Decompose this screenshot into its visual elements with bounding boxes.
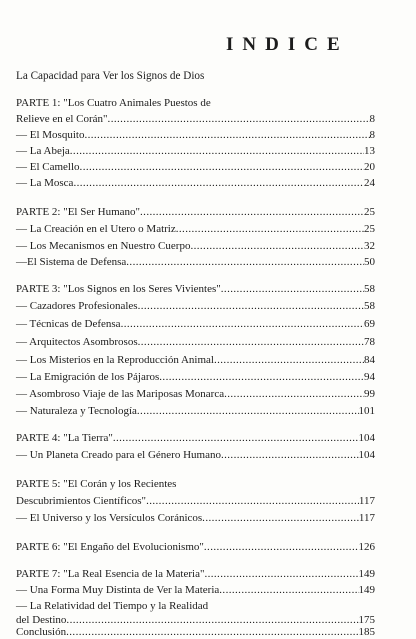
dot-leader — [137, 405, 359, 418]
toc-entry[interactable] — [16, 512, 375, 525]
toc-entry-label: — El Mosquito — [16, 129, 85, 141]
toc-entry[interactable] — [16, 495, 375, 508]
toc-entry[interactable] — [16, 113, 375, 126]
dot-leader — [204, 541, 359, 554]
dot-leader — [80, 161, 364, 174]
toc-entry-page: 50 — [364, 256, 375, 268]
toc-entry[interactable] — [16, 584, 375, 597]
dot-leader — [221, 283, 364, 296]
toc-entry[interactable] — [16, 541, 375, 554]
toc-entry-label: Descubrimientos Científicos" — [16, 495, 147, 507]
toc-entry[interactable] — [16, 129, 375, 142]
toc-entry-page: 117 — [358, 495, 375, 507]
toc-entry[interactable] — [16, 568, 375, 581]
toc-entry[interactable] — [16, 240, 375, 253]
toc-entry-page: 185 — [358, 626, 375, 638]
toc-entry-label: — La Emigración de los Pájaros — [16, 371, 160, 383]
toc-entry-page: 58 — [364, 300, 375, 312]
toc-entry-page: 25 — [364, 223, 375, 235]
toc-entry-page: 101 — [358, 405, 375, 417]
toc-entry-label: PARTE 4: "La Tierra" — [16, 432, 113, 444]
toc-entry-page: 104 — [358, 432, 375, 444]
toc-entry-page: 104 — [358, 449, 375, 461]
toc-entry[interactable] — [16, 223, 375, 236]
dot-leader — [113, 432, 359, 445]
dot-leader — [121, 318, 364, 331]
toc-entry-label: — La Mosca — [16, 177, 74, 189]
toc-entry[interactable] — [16, 300, 375, 313]
toc-entry-label: — Un Planeta Creado para el Género Humano — [16, 449, 221, 461]
toc-entry-page: 149 — [358, 568, 375, 580]
toc-entry[interactable] — [16, 432, 375, 445]
toc-entry[interactable] — [16, 256, 375, 269]
toc-entry-page: 117 — [358, 512, 375, 524]
toc-entry-label: — Naturaleza y Tecnología — [16, 405, 137, 417]
toc-entry-conclusion[interactable] — [16, 626, 375, 639]
toc-entry-label: Relieve en el Corán" — [16, 113, 108, 125]
toc-entry[interactable] — [16, 354, 375, 367]
toc-entry-page: 13 — [364, 145, 375, 157]
toc-entry-page: 20 — [364, 161, 375, 173]
toc-entry-page: 8 — [369, 129, 375, 141]
toc-entry-page: 8 — [369, 113, 375, 125]
dot-leader — [146, 495, 359, 508]
dot-leader — [202, 512, 359, 525]
toc-entry-label: — El Camello — [16, 161, 80, 173]
toc-entry-label: — El Universo y los Versículos Coránicos — [16, 512, 203, 524]
part-5-heading-line-1: PARTE 5: "El Corán y los Recientes — [16, 478, 177, 490]
dot-leader — [73, 177, 364, 190]
toc-entry-label: Conclusión — [16, 626, 67, 638]
dot-leader — [190, 240, 364, 253]
toc-entry-label: PARTE 2: "El Ser Humano" — [16, 206, 141, 218]
dot-leader — [138, 300, 364, 313]
toc-entry-page: 94 — [364, 371, 375, 383]
toc-entry-label: — Los Misterios en la Reproducción Animal — [16, 354, 214, 366]
dot-leader — [84, 129, 369, 142]
toc-entry-label: — La Abeja — [16, 145, 70, 157]
dot-leader — [176, 223, 364, 236]
toc-entry-page: 25 — [364, 206, 375, 218]
toc-entry[interactable] — [16, 388, 375, 401]
toc-entry-label: — Arquitectos Asombrosos — [16, 336, 138, 348]
part-1-heading-line-1: PARTE 1: "Los Cuatro Animales Puestos de — [16, 97, 211, 109]
toc-entry-page: 69 — [364, 318, 375, 330]
toc-entry[interactable] — [16, 161, 375, 174]
toc-entry[interactable] — [16, 177, 375, 190]
toc-entry-page: 32 — [364, 240, 375, 252]
dot-leader — [204, 568, 358, 581]
dot-leader — [214, 354, 364, 367]
toc-entry[interactable] — [16, 449, 375, 462]
dot-leader — [138, 336, 364, 349]
part-7-sub-line-1: — La Relatividad del Tiempo y la Realidad — [16, 600, 209, 612]
toc-entry-label: — Los Mecanismos en Nuestro Cuerpo — [16, 240, 191, 252]
toc-entry-label: PARTE 3: "Los Signos en los Seres Vivientes" — [16, 283, 221, 295]
dot-leader — [224, 388, 364, 401]
toc-entry-page: 84 — [364, 354, 375, 366]
toc-entry[interactable] — [16, 405, 375, 418]
toc-entry-label: del Destino — [16, 614, 67, 626]
toc-entry-label: — Asombroso Viaje de las Mariposas Monarca — [16, 388, 225, 400]
dot-leader — [221, 449, 359, 462]
toc-entry-label: — Técnicas de Defensa — [16, 318, 121, 330]
toc-entry-page: 58 — [364, 283, 375, 295]
toc-entry-page: 149 — [358, 584, 375, 596]
toc-entry-page: 126 — [358, 541, 375, 553]
toc-entry-page: 99 — [364, 388, 375, 400]
dot-leader — [108, 113, 370, 126]
toc-entry-label: PARTE 6: "El Engaño del Evolucionismo" — [16, 541, 204, 553]
page-title: INDICE — [226, 34, 349, 55]
intro-line: La Capacidad para Ver los Signos de Dios — [16, 70, 205, 82]
toc-entry[interactable] — [16, 318, 375, 331]
dot-leader — [70, 145, 364, 158]
toc-entry-page: 78 — [364, 336, 375, 348]
toc-entry[interactable] — [16, 145, 375, 158]
toc-entry[interactable] — [16, 371, 375, 384]
dot-leader — [159, 371, 364, 384]
dot-leader — [126, 256, 364, 269]
toc-entry[interactable] — [16, 283, 375, 296]
dot-leader — [66, 626, 358, 639]
toc-entry-page: 24 — [364, 177, 375, 189]
toc-entry-label: PARTE 7: "La Real Esencia de la Materia" — [16, 568, 205, 580]
dot-leader — [219, 584, 358, 597]
toc-entry-label: — La Creación en el Utero o Matriz — [16, 223, 176, 235]
toc-entry-label: — Una Forma Muy Distinta de Ver la Materia — [16, 584, 220, 596]
toc-entry[interactable] — [16, 206, 375, 219]
toc-entry[interactable] — [16, 336, 375, 349]
dot-leader — [140, 206, 364, 219]
toc-entry-page: 175 — [358, 614, 375, 626]
toc-entry-label: — Cazadores Profesionales — [16, 300, 138, 312]
toc-entry-label: —El Sistema de Defensa — [16, 256, 127, 268]
